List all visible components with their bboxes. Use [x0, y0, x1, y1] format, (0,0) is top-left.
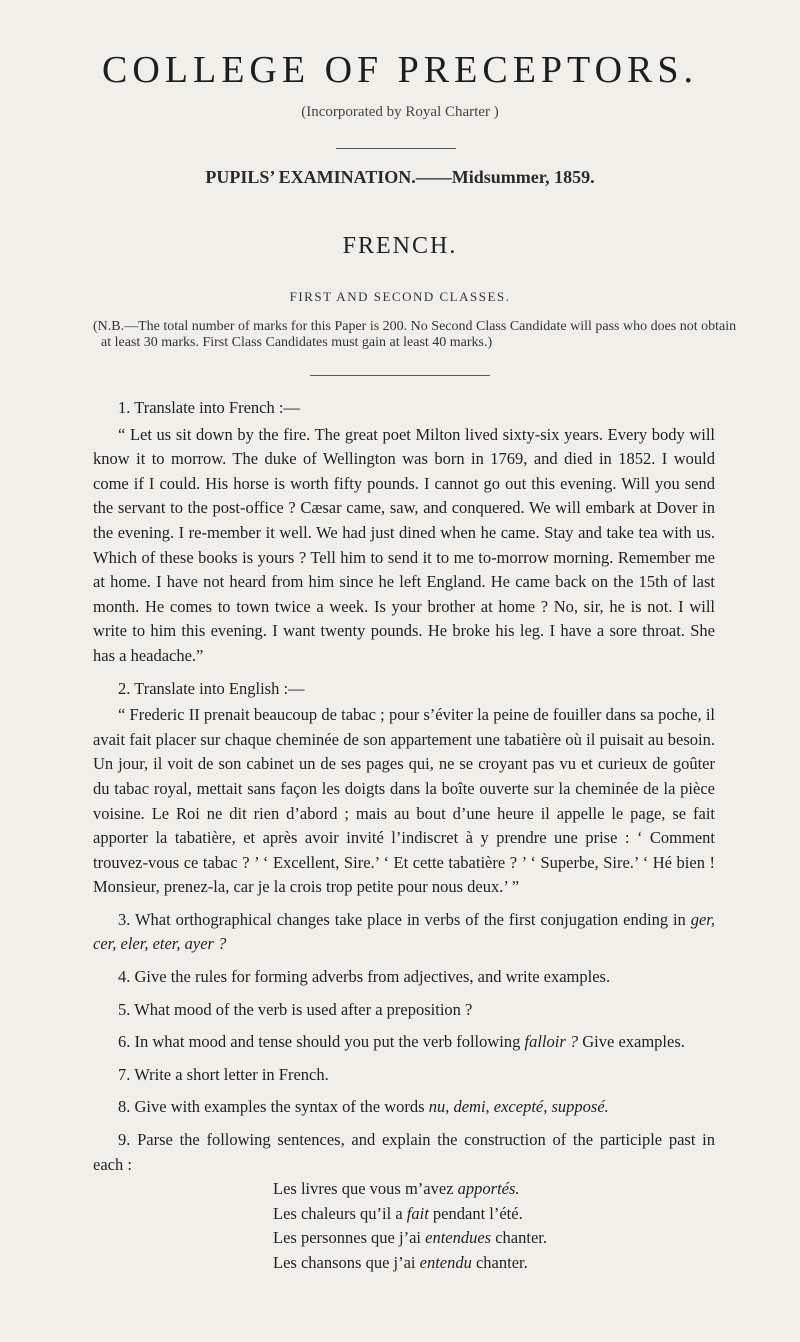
question-6: [93, 1030, 715, 1055]
sentence-3-participle: entendues: [425, 1228, 492, 1248]
sentence-2-end: pendant l’été.: [428, 1203, 523, 1223]
sentence-1-text: Les livres que vous m’avez: [273, 1179, 458, 1199]
divider: [336, 148, 456, 149]
question-9: 9. Parse the following sentences, and explain the construction of the participle past in each :: [93, 1130, 715, 1174]
question-7: 7. Write a short letter in French.: [118, 1064, 329, 1084]
sentence-3-end: chanter.: [491, 1228, 547, 1248]
sentence-1: [273, 1177, 715, 1202]
question-8-words: nu, demi, excepté, supposé.: [428, 1097, 609, 1117]
marks-note: (N.B.—The total number of marks for this Paper is 200. No Second Class Candidate will pass who does not obtain at least 30 marks. First Class Candidates must gain at least 40 marks.): [93, 319, 737, 350]
classes-subtitle: FIRST AND SECOND CLASSES.: [289, 289, 511, 304]
question-8: [93, 1095, 715, 1120]
question-1-text: “ Let us sit down by the fire. The great poet Milton lived sixty-six years. Every body will know it to morrow. The duke of Wellington was born in 1769, and died in 1852. I would come if I could. His horse is worth fifty pounds. I cannot go out this evening. Will you send the servant to the post-office ? Cæsar came, saw, and conquered. We will embark at Dover in the evening. I re-member it well. We had just dined when he came. Stay and take tea with us. Which of these books is yours ? Tell him to send it to me to-morrow morning. Remember me at home. I have not heard from him since he left England. He came back on the 15th of last month. He comes to town twice a week. Is your brother at home ? No, sir, he is not. I will write to him this evening. I want twenty pounds. He broke his leg. I have a sore throat. She has a headache.”: [93, 424, 715, 665]
question-3-endings: ger, cer, eler, eter, ayer ?: [93, 909, 715, 954]
questions: [93, 396, 715, 1276]
question-4: 4. Give the rules for forming adverbs from adjectives, and write examples.: [118, 967, 611, 987]
incorporation-line: (Incorporated by Royal Charter ): [301, 104, 499, 120]
sentence-4-participle: entendu: [419, 1253, 472, 1272]
question-3: [93, 908, 715, 957]
question-6-end: Give examples.: [578, 1032, 685, 1052]
question-6-verb: falloir ?: [524, 1032, 579, 1052]
sentence-4: [273, 1251, 715, 1276]
question-8-text: 8. Give with examples the syntax of the words: [118, 1097, 429, 1117]
question-5: 5. What mood of the verb is used after a preposition ?: [118, 999, 473, 1019]
exam-title: PUPILS’ EXAMINATION.——Midsummer, 1859.: [205, 167, 595, 187]
sentence-3-text: Les personnes que j’ai: [273, 1228, 426, 1248]
question-2-text: “ Frederic II prenait beaucoup de tabac ; pour s’éviter la peine de fouiller dans sa poche, il avait fait placer sur chaque cheminée de son appartement une tabatière où il puisait au besoin. Un jour, il voit de son cabinet un de ses pages qui, ne se croyant pas vu et curieux de goûter du tabac royal, mettait sans façon les doigts dans la boîte ouverte sur la cheminée de la pièce voisine. Le Roi ne dit rien d’abord ; mais au bout d’une heure il appelle le page, se fait apporter la tabatière, et après avoir invité l’indiscret à y prendre une prise : ‘ Comment trouvez-vous ce tabac ? ’ ‘ Excellent, Sire.’ ‘ Et cette tabatière ? ’ ‘ Superbe, Sire.’ ‘ Hé bien ! Monsieur, prenez-la, car je la crois trop petite pour nous deux.’ ”: [93, 705, 715, 897]
question-2-heading: 2. Translate into English :—: [118, 678, 305, 698]
question-6-text: 6. In what mood and tense should you put the verb following: [118, 1032, 525, 1052]
sentence-2-text: Les chaleurs qu’il a: [273, 1203, 407, 1223]
sentence-1-participle: apportés.: [457, 1179, 520, 1199]
sentence-4-text: Les chansons que j’ai: [273, 1253, 420, 1272]
sentence-2-participle: fait: [406, 1203, 429, 1223]
divider: [310, 375, 490, 376]
sentence-2: [273, 1202, 715, 1227]
sentence-4-end: chanter.: [471, 1253, 528, 1272]
question-3-text: 3. What orthographical changes take place in verbs of the first conjugation ending in: [118, 909, 691, 929]
subject-title: FRENCH.: [342, 233, 458, 259]
college-title: COLLEGE OF PRECEPTORS.: [102, 49, 698, 91]
question-1-heading: 1. Translate into French :—: [118, 398, 300, 417]
sentence-3: [273, 1226, 715, 1251]
